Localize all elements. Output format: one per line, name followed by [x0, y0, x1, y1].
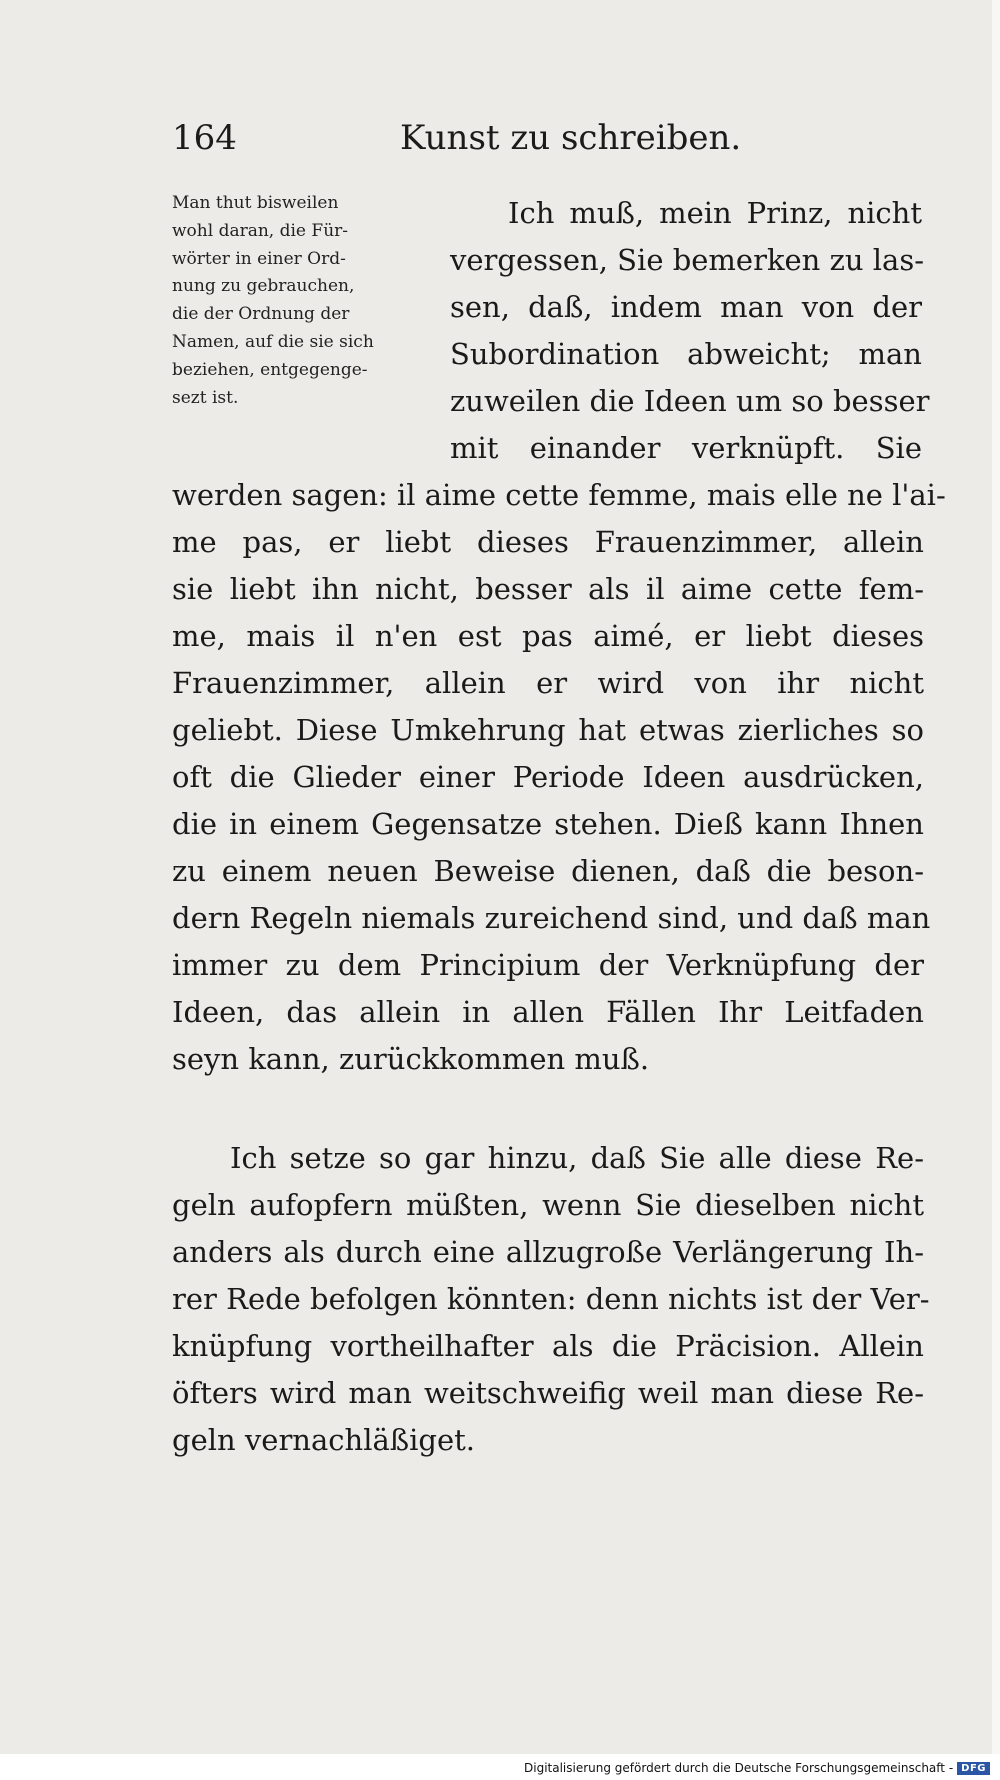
text-line: zuweilen die Ideen um so besser [450, 384, 930, 418]
text-line: rer Rede befolgen könnten: denn nichts ist der Ver- [172, 1282, 930, 1316]
page-edge [992, 0, 1000, 1780]
marginal-note-line: Man thut bisweilen [172, 193, 339, 213]
text-line: me, mais il n'en est pas aimé, er liebt dieses [172, 619, 924, 653]
text-line: oft die Glieder einer Periode Ideen ausdrücken, [172, 760, 924, 794]
credit-text: Digitalisierung gefördert durch die Deutsche Forschungsgemeinschaft - [524, 1761, 954, 1775]
text-line: geliebt. Diese Umkehrung hat etwas zierliches so [172, 713, 924, 747]
marginal-note-line: wörter in einer Ord- [172, 248, 346, 269]
text-line: seyn kann, zurückkommen muß. [172, 1042, 650, 1076]
text-line: anders als durch eine allzugroße Verlängerung Ih- [172, 1235, 924, 1269]
text-line: knüpfung vortheilhafter als die Präcision. Allein [172, 1329, 924, 1363]
text-line: zu einem neuen Beweise dienen, daß die beson- [172, 854, 924, 888]
text-line: Ideen, das allein in allen Fällen Ihr Leitfaden [172, 995, 924, 1029]
text-line: dern Regeln niemals zureichend sind, und daß man [172, 901, 931, 935]
marginal-note [172, 190, 428, 412]
marginal-note-line: beziehen, entgegenge- [172, 359, 368, 380]
text-line: Frauenzimmer, allein er wird von ihr nicht [172, 666, 924, 700]
paragraph-2 [172, 1135, 930, 1464]
text-line: me pas, er liebt dieses Frauenzimmer, allein [172, 525, 924, 559]
text-line: sen, daß, indem man von der [450, 290, 922, 324]
text-line: mit einander verknüpft. Sie [450, 431, 922, 465]
marginal-note-line: sezt ist. [172, 387, 239, 408]
text-line: werden sagen: il aime cette femme, mais elle ne l'ai- [172, 478, 946, 512]
text-line: sie liebt ihn nicht, besser als il aime cette fem- [172, 572, 924, 606]
text-line: Ich setze so gar hinzu, daß Sie alle diese Re- [230, 1141, 924, 1175]
text-line: öfters wird man weitschweifig weil man diese Re- [172, 1376, 924, 1410]
marginal-note-line: wohl daran, die Für- [172, 220, 349, 241]
text-line: vergessen, Sie bemerken zu las- [450, 243, 924, 277]
marginal-note-line: nung zu gebrauchen, [172, 276, 355, 297]
text-line: die in einem Gegensatze stehen. Dieß kann Ihnen [172, 807, 924, 841]
running-title: Kunst zu schreiben. [400, 118, 742, 158]
digitization-credit [524, 1761, 990, 1775]
text-line: geln aufopfern müßten, wenn Sie dieselben nicht [172, 1188, 924, 1222]
marginal-note-line: Namen, auf die sie sich [172, 331, 374, 352]
marginal-note-line: die der Ordnung der [172, 304, 350, 325]
paragraph-1-body [172, 472, 946, 1083]
paragraph-1-opening [450, 190, 930, 472]
text-line: immer zu dem Principium der Verknüpfung der [172, 948, 924, 982]
dfg-logo: DFG [957, 1762, 990, 1775]
text-line: geln vernachläßiget. [172, 1423, 475, 1457]
page-number: 164 [172, 118, 237, 158]
text-line: Ich muß, mein Prinz, nicht [508, 196, 922, 230]
text-line: Subordination abweicht; man [450, 337, 922, 371]
